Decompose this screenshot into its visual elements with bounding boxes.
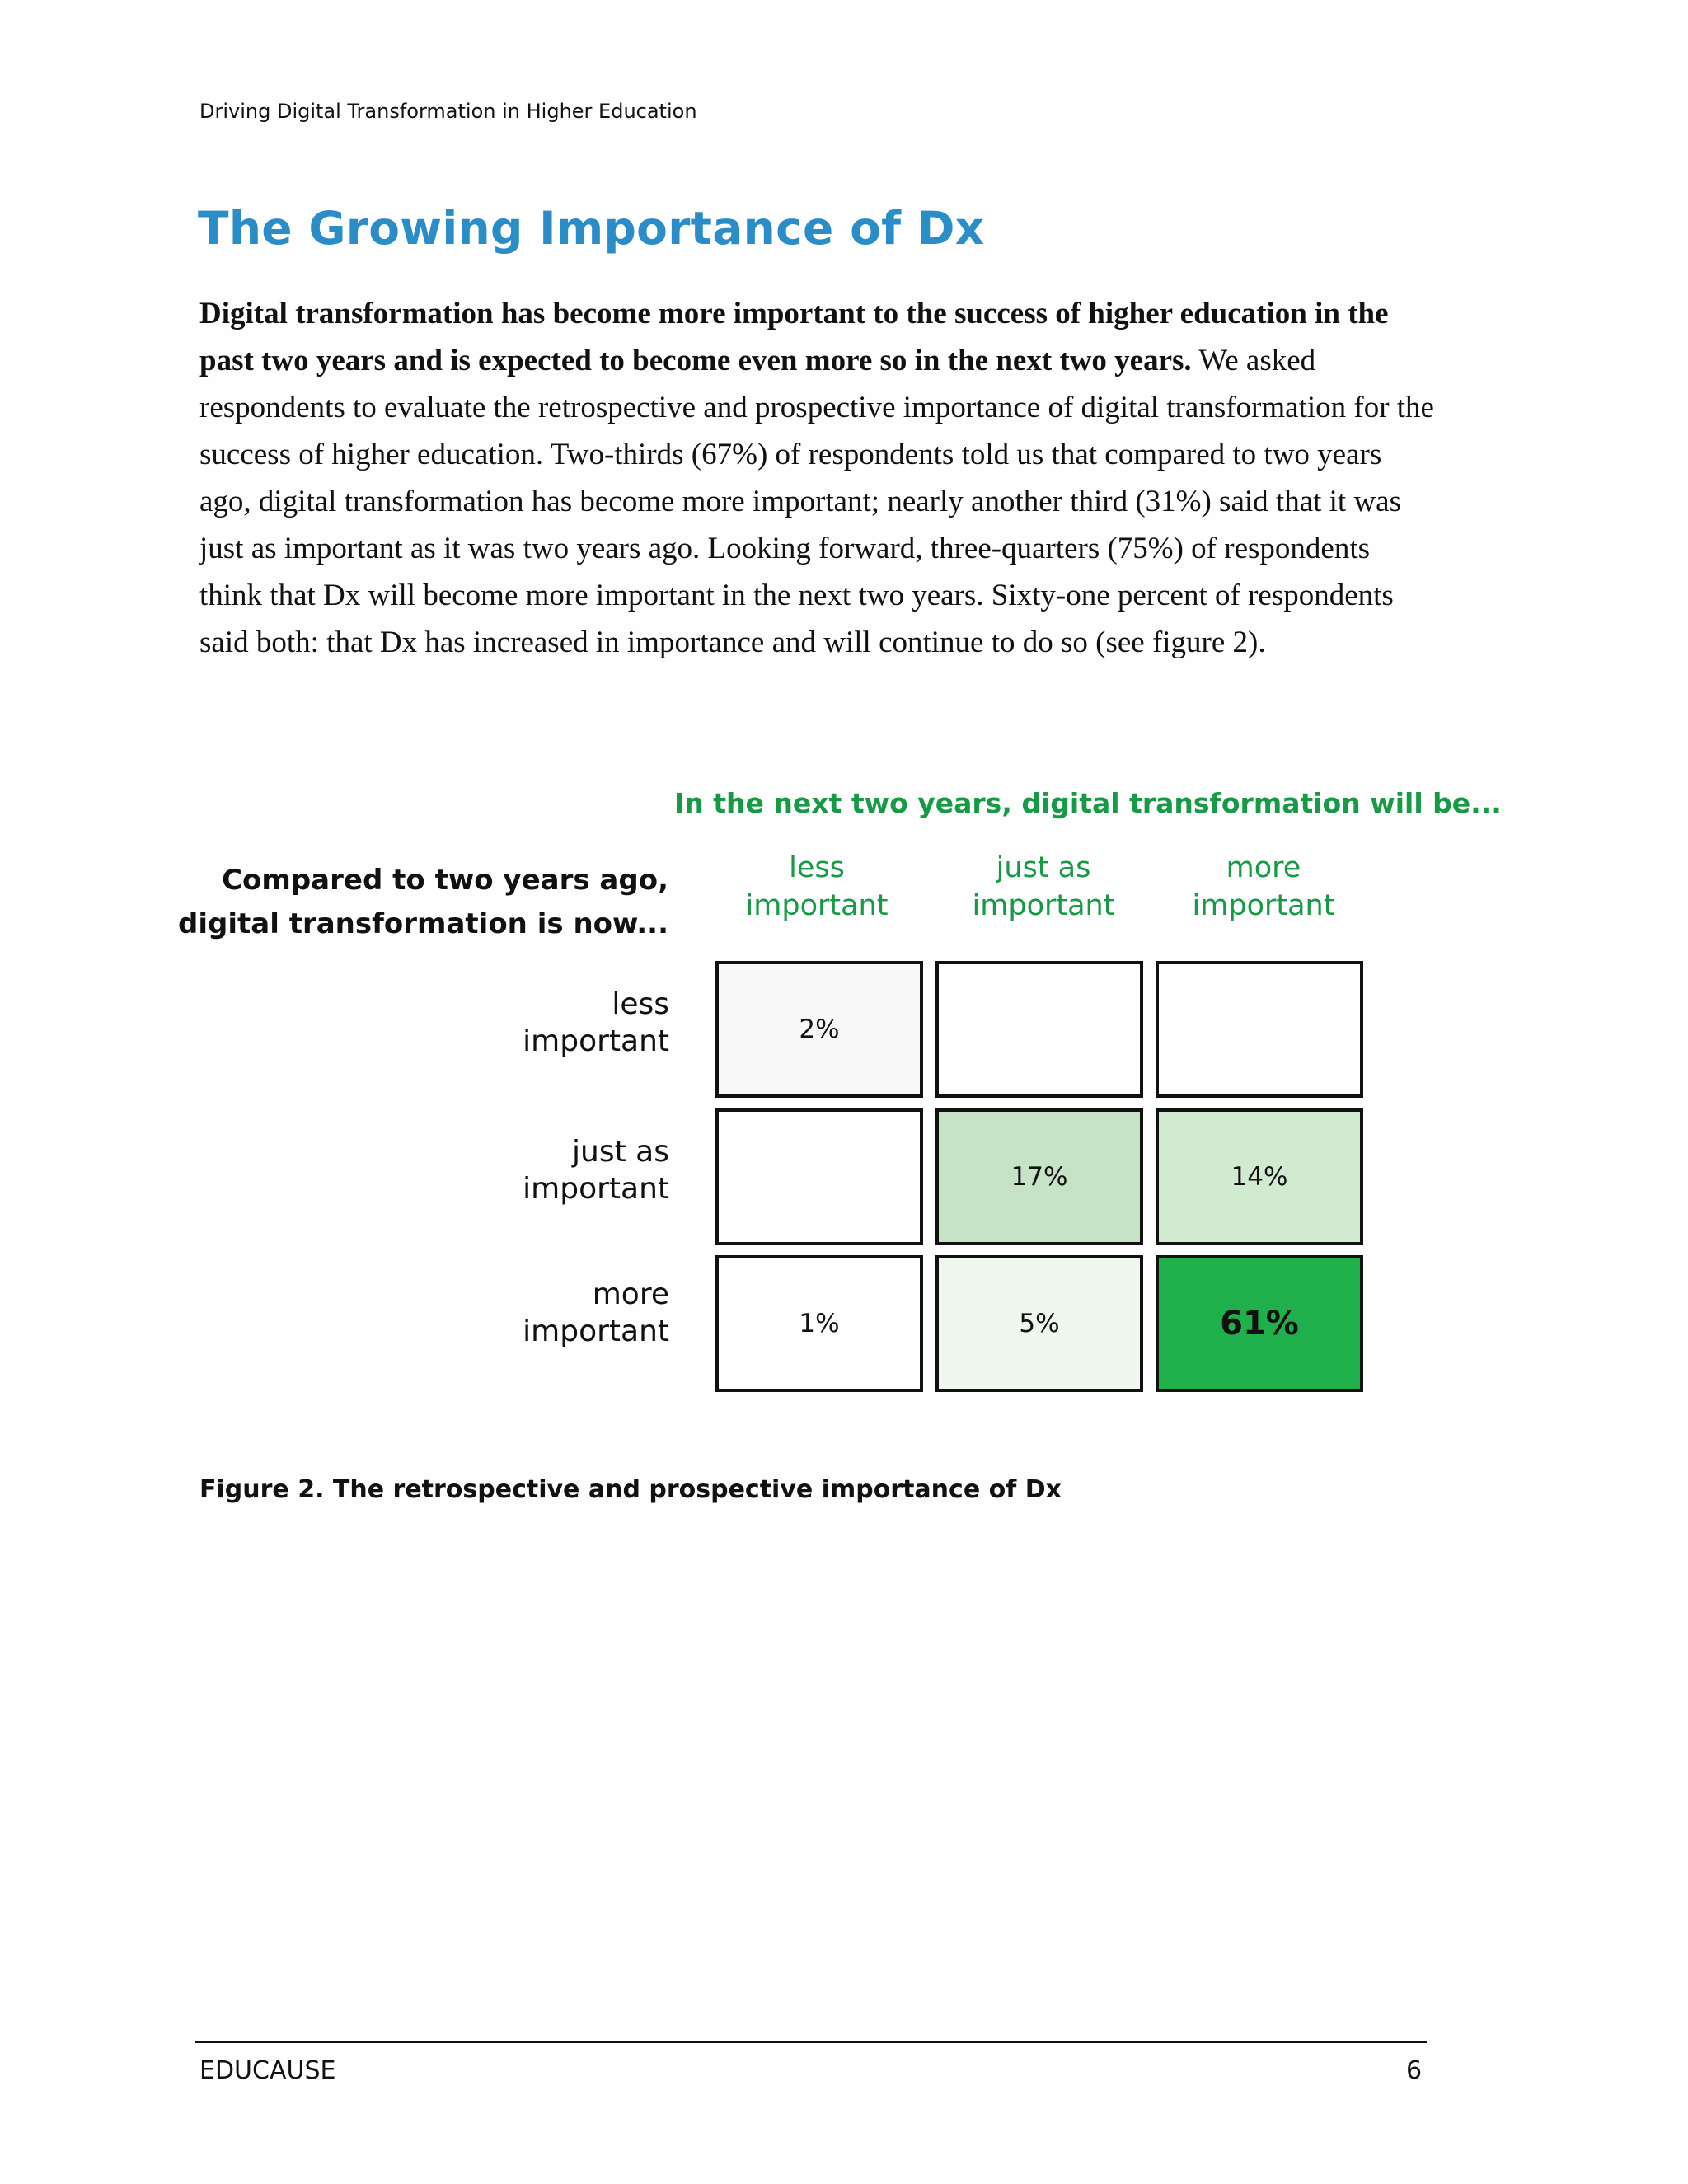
column-label-just-as-important [945, 849, 1142, 925]
row-label-line: just as [572, 1135, 669, 1169]
column-label-line: important [745, 889, 889, 922]
figure-column-title: In the next two years, digital transformation will be... [674, 787, 1502, 819]
heatmap-cell: 61% [1156, 1255, 1363, 1392]
column-label-line: just as [996, 851, 1091, 884]
row-label-line: less [612, 987, 669, 1021]
footer-divider [195, 2041, 1427, 2043]
column-label-less-important [718, 849, 916, 925]
row-label-less-important [422, 986, 669, 1060]
heatmap-cell [715, 1108, 923, 1245]
heatmap-cell [935, 961, 1143, 1098]
footer-publisher: EDUCAUSE [199, 2056, 336, 2085]
body-rest: We asked respondents to evaluate the retrospective and prospective importance of digital transformation for the success of higher education. Two-thirds (67%) of respondents told us that compared to two years ago, digital transformation has become more important; nearly another third (31%) said that it was just as important as it was two years ago. Looking forward, three-quarters (75%) of respondents think that Dx will become more important in the next two years. Sixty-one percent of respondents said both: that Dx has increased in importance and will continue to do so (see figure 2). [199, 344, 1434, 659]
row-label-more-important [422, 1276, 669, 1350]
row-label-just-as-important [422, 1133, 669, 1207]
row-label-line: important [523, 1024, 669, 1058]
heatmap-cell: 5% [935, 1255, 1143, 1392]
page-number: 6 [1406, 2056, 1423, 2085]
row-label-line: important [523, 1172, 669, 1206]
column-label-more-important [1165, 849, 1362, 925]
figure-caption: Figure 2. The retrospective and prospective importance of Dx [199, 1475, 1062, 1504]
body-paragraph [199, 290, 1436, 666]
column-label-line: important [972, 889, 1115, 922]
row-label-line: more [592, 1277, 669, 1311]
column-label-line: more [1226, 851, 1301, 884]
column-label-line: important [1192, 889, 1335, 922]
row-title-line-2: digital transformation is now... [178, 907, 668, 940]
heatmap-cell: 17% [935, 1108, 1143, 1245]
row-title-line-1: Compared to two years ago, [222, 864, 668, 897]
body-lead-bold: Digital transformation has become more important to the success of higher education in the past two years and is expected to become even more so in the next two years. [199, 297, 1389, 377]
heatmap-cell: 2% [715, 961, 923, 1098]
section-heading: The Growing Importance of Dx [198, 202, 985, 255]
figure-row-title [178, 859, 668, 946]
heatmap-cell: 14% [1156, 1108, 1363, 1245]
heatmap-cell: 1% [715, 1255, 923, 1392]
heatmap-cell [1156, 961, 1363, 1098]
column-label-line: less [789, 851, 845, 884]
row-label-line: important [523, 1315, 669, 1348]
running-header: Driving Digital Transformation in Higher Education [199, 100, 697, 123]
